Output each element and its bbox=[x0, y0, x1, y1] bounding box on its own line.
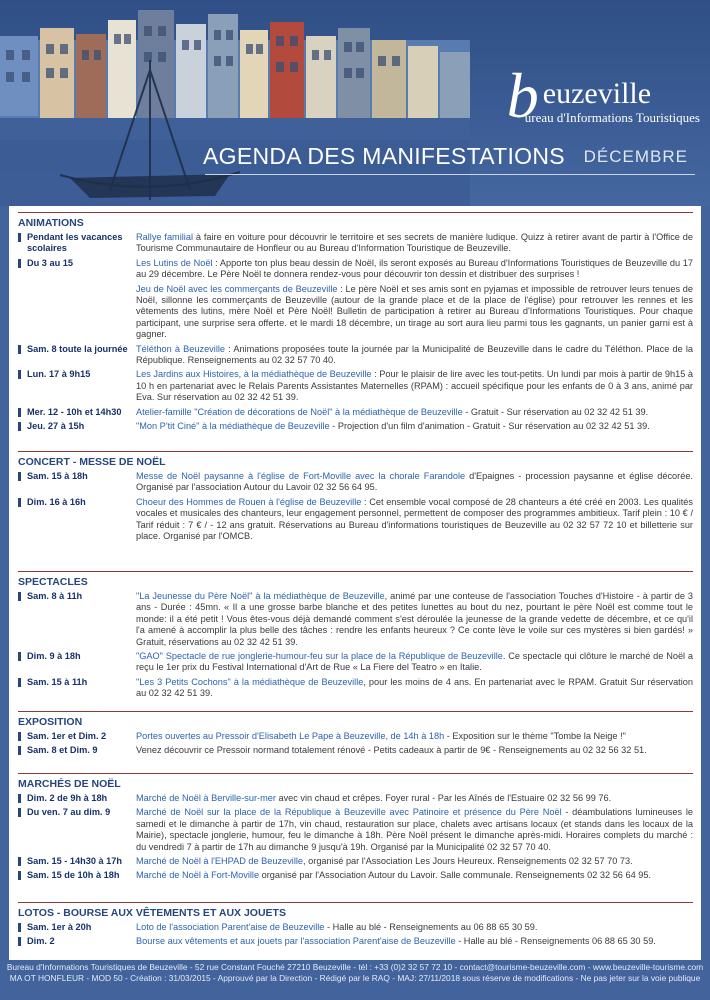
event-date-text: Sam. 8 et Dim. 9 bbox=[27, 745, 98, 756]
event-title: Marché de Noël à Fort-Moville bbox=[136, 870, 260, 881]
event-row bbox=[18, 731, 693, 742]
logo-name: euzeville bbox=[542, 77, 652, 110]
month-label: DÉCEMBRE bbox=[583, 147, 688, 166]
event-description-block bbox=[136, 731, 693, 742]
event-date bbox=[18, 344, 136, 367]
harbor-houses-illustration bbox=[0, 0, 470, 206]
event-description-block bbox=[136, 421, 693, 432]
event-description: organisé par l'Association Autour du Lavoir. Salle communale. Renseignements 02 32 56 64 95. bbox=[259, 870, 652, 881]
event-row bbox=[18, 284, 693, 341]
footer-meta: MA OT HONFLEUR - MOD 50 - Création : 31/03/2015 - Approuvé par la Direction - Rédigé par le RAQ - MAJ: 27/11/2018 sous réserve de modifications - Ne pas jeter sur la voie publique bbox=[9, 973, 701, 983]
date-marker bbox=[18, 794, 21, 803]
event-row bbox=[18, 232, 693, 255]
event-description: - Exposition sur le thème "Tombe la Neige !" bbox=[444, 731, 626, 741]
logo-subtitle: ureau d'Informations Touristiques bbox=[524, 110, 700, 125]
event-date bbox=[18, 591, 136, 648]
event-date bbox=[18, 232, 136, 255]
event-date bbox=[18, 745, 136, 756]
event-description: , animé par une conteuse de l'association Touches d'Histoire - à partir de 3 ans - Durée : 45mn. « Il a une grosse barbe blanche et des petites lunettes au bout du nez, pourtant le père Noël est comme tout le monde: il a été petit ! Vous êtes-vous déjà demandé comment s'est déroulée la jeunesse de la grande vedette de décembre, et ce qu'il l'a amené à accomplir la plus belle des tâches : rendre les enfants heureux ? Ce conte lève le voile sur ces mystères si bien gardés! » Gratuit, réservations au 02 32 42 51 39. bbox=[136, 591, 693, 647]
date-marker bbox=[18, 345, 21, 354]
date-marker bbox=[18, 923, 21, 932]
section-rule bbox=[18, 212, 693, 213]
logo bbox=[506, 60, 700, 131]
event-description-block bbox=[136, 793, 693, 804]
section-rule bbox=[18, 902, 693, 903]
event-date-text: Sam. 1er à 20h bbox=[27, 922, 92, 932]
event-description-block bbox=[136, 344, 693, 367]
event-description: . Ce spectacle qui clôture le marché de Noël a reçu le 1er prix du Festival International d'Art de Rue « La Fiere del Teatro » en Italie. bbox=[136, 651, 693, 673]
event-title: Téléthon à Beuzeville bbox=[136, 343, 226, 354]
event-description: : Le père Noël et ses amis sont en pyjamas et impossible de retrouver leurs tenues de Noël, sillonne les commerçants de Beuzeville (autour de la grande place et de la place de l'église) pour retrouver les rennes et les vêtements des lutins, mère Noël et Père Noël! Bulletin de participation à retirer au Bureau d'Informations Touristiques. Pour chaque participant, une surprise sera offerte. et le mardi 18 décembre, un tirage au sort aura lieu parmi tous les gagnants, un panier garni est à gagner. bbox=[136, 283, 693, 340]
event-description: - Halle au blé - Renseignements au 06 88 65 30 59. bbox=[324, 922, 538, 932]
section-title: ANIMATIONS bbox=[18, 217, 84, 229]
section-rule bbox=[18, 571, 693, 572]
event-date bbox=[18, 369, 136, 403]
event-date bbox=[18, 421, 136, 432]
event-title: Marché de Noël sur la place de la République à Beuzeville avec Patinoire et présence du Père Noël bbox=[136, 807, 562, 818]
date-marker bbox=[18, 408, 21, 417]
event-date-text: Sam. 8 à 11h bbox=[27, 591, 83, 601]
date-marker bbox=[18, 652, 21, 661]
event-date-text: Pendant les vacances scolaires bbox=[27, 232, 123, 254]
event-title: "La Jeunesse du Père Noël" à la médiathèque de Beuzeville bbox=[136, 591, 385, 601]
date-marker bbox=[18, 746, 21, 755]
event-date-text: Dim. 9 à 18h bbox=[27, 651, 81, 662]
footer bbox=[0, 962, 710, 984]
section-title: SPECTACLES bbox=[18, 576, 88, 588]
event-description: avec vin chaud et crêpes. Foyer rural - Par les Aînés de l'Estuaire 02 32 56 99 76. bbox=[275, 793, 612, 803]
event-description-block bbox=[136, 651, 693, 674]
date-marker bbox=[18, 937, 21, 946]
logo-letter: b bbox=[506, 60, 539, 131]
event-title: Bourse aux vêtements et aux jouets par l'association Parent'aise de Beuzeville bbox=[136, 936, 456, 947]
event-description: : Cet ensemble vocal composé de 28 chanteurs a été créé en 2003. Les qualités vocales et musicales des chanteurs, leur engagement personnel, permettent de composer des programmes ambitieux. Tarif plein : 10 € / Tarif réduit : 7 € / - 12 ans gratuit. Réservations au Bureau d'informations touristiques de Beuzeville au 02 32 57 72 10 et billetterie sur place. Organisé par l'OMCB. bbox=[136, 496, 693, 542]
section-rule bbox=[18, 451, 693, 452]
event-date bbox=[18, 731, 136, 742]
event-date bbox=[18, 793, 136, 804]
section-animations bbox=[18, 212, 693, 436]
date-marker bbox=[18, 259, 21, 268]
event-description-block bbox=[136, 407, 693, 418]
event-title: "GAO" Spectacle de rue jonglerie-humour-feu sur la place de la République de Beuzeville bbox=[136, 651, 503, 662]
event-date bbox=[18, 497, 136, 543]
event-description: à faire en voiture pour découvrir le territoire et ses secrets de manière ludique. Quizz à retirer avant de partir à l'Office de Tourisme Communautaire de Honfleur ou au Bureau d'Information Touristique de Beuzeville. bbox=[136, 232, 693, 254]
event-date bbox=[18, 922, 136, 933]
event-date-text: Sam. 15 de 10h à 18h bbox=[27, 870, 120, 881]
event-row bbox=[18, 497, 693, 543]
date-marker bbox=[18, 233, 21, 242]
section-title: MARCHÉS DE NOËL bbox=[18, 778, 121, 790]
section-lotos bbox=[18, 902, 693, 951]
event-date-text: Dim. 2 bbox=[27, 936, 55, 947]
event-title: Marché de Noël à l'EHPAD de Beuzeville bbox=[136, 856, 304, 867]
event-description-block bbox=[136, 471, 693, 494]
event-title: Jeu de Noël avec les commerçants de Beuzeville bbox=[136, 283, 338, 294]
event-row bbox=[18, 745, 693, 756]
event-row bbox=[18, 807, 693, 853]
event-row bbox=[18, 407, 693, 418]
event-date-text: Sam. 15 à 11h bbox=[27, 676, 88, 687]
event-description-block bbox=[136, 936, 693, 947]
event-row bbox=[18, 591, 693, 648]
event-row bbox=[18, 471, 693, 494]
event-date-text: Sam. 8 toute la journée bbox=[27, 343, 128, 354]
event-date-text: Sam. 1er et Dim. 2 bbox=[27, 731, 107, 741]
event-description-block bbox=[136, 677, 693, 700]
event-title: Atelier-famille "Création de décorations de Noël" à la médiathèque de Beuzeville bbox=[136, 406, 463, 417]
section-marches bbox=[18, 773, 693, 885]
footer-contact: Bureau d'Informations Touristiques de Beuzeville - 52 rue Constant Fouché 27210 Beuzeville - tél : +33 (0)2 32 57 72 10 - contact@tourisme-beuzeville.com - www.beuzeville-tourisme.com bbox=[6, 962, 704, 972]
event-date bbox=[18, 870, 136, 881]
event-description-block bbox=[136, 807, 693, 853]
event-date bbox=[18, 936, 136, 947]
event-title: Messe de Noël paysanne à l'église de Fort-Moville avec la chorale Farandole bbox=[136, 471, 466, 481]
event-row bbox=[18, 870, 693, 881]
date-marker bbox=[18, 857, 21, 866]
section-rule bbox=[18, 711, 693, 712]
date-marker bbox=[18, 472, 21, 481]
event-date bbox=[18, 258, 136, 281]
event-description: , pour les moins de 4 ans. En partenariat avec le RPAM. Gratuit Sur réservation au 02 32 42 51 39. bbox=[136, 676, 693, 699]
date-marker bbox=[18, 678, 21, 687]
event-description: : Apporte ton plus beau dessin de Noël, ils seront exposés au Bureau d'Informations Touristiques de Beuzeville du 17 au 29 décembre. Le Père Noël te donnera rendez-vous pour découvrir ton dessin et distribuer des surprises ! bbox=[136, 257, 693, 280]
event-date bbox=[18, 284, 136, 341]
event-description-block bbox=[136, 856, 693, 867]
date-marker bbox=[18, 808, 21, 817]
event-row bbox=[18, 369, 693, 403]
event-description-block bbox=[136, 369, 693, 403]
section-rule bbox=[18, 773, 693, 774]
event-description-block bbox=[136, 284, 693, 341]
event-date bbox=[18, 677, 136, 700]
section-title: LOTOS - BOURSE AUX VÊTEMENTS ET AUX JOUETS bbox=[18, 907, 286, 919]
date-marker bbox=[18, 498, 21, 507]
date-marker bbox=[18, 592, 21, 601]
event-title: Les Lutins de Noël bbox=[136, 257, 213, 268]
section-concert bbox=[18, 451, 693, 545]
event-date-text: Mer. 12 - 10h et 14h30 bbox=[27, 406, 122, 417]
event-date-text: Du 3 au 15 bbox=[27, 257, 73, 268]
event-description-block bbox=[136, 745, 693, 756]
event-description: - Projection d'un film d'animation - Gratuit - Sur réservation au 02 32 42 51 39. bbox=[329, 421, 650, 432]
event-title: Les Jardins aux Histoires, à la médiathèque de Beuzeville bbox=[136, 369, 372, 380]
event-date-text: Sam. 15 - 14h30 à 17h bbox=[27, 856, 122, 867]
event-date bbox=[18, 807, 136, 853]
date-marker bbox=[18, 732, 21, 741]
date-marker bbox=[18, 370, 21, 379]
date-marker bbox=[18, 871, 21, 880]
event-description: - déambulations lumineuses le samedi et le dimanche à partir de 17h, vin chaud, restauration sur place, chalets avec artisans locaux (et stands dans les locaux de la Mairie), spectacle jonglerie, humour, feu le dimanche à 18h. Père Noël présent le dimanche après-midi. Horaires complets du marché : du vendredi 7 à partir de 17h au dimanche 9 jusqu'à 19h. Organisé par la Municipalité 02 32 57 70 40. bbox=[136, 807, 693, 852]
event-title: Loto de l'association Parent'aise de Beuzeville bbox=[136, 922, 325, 932]
event-description: d'Epaignes - procession paysanne et église décorée. Organisé par l'association Autour du Lavoir 02 32 56 64 95. bbox=[136, 471, 693, 493]
event-description-block bbox=[136, 258, 693, 281]
event-date-text: Lun. 17 à 9h15 bbox=[27, 369, 91, 380]
event-description-block bbox=[136, 922, 693, 933]
event-description: , organisé par l'Association Les Jours Heureux. Renseignements 02 32 57 70 73. bbox=[303, 856, 633, 867]
event-row bbox=[18, 856, 693, 867]
section-exposition bbox=[18, 711, 693, 760]
event-title: Portes ouvertes au Pressoir d'Elisabeth Le Pape à Beuzeville, de 14h à 18h bbox=[136, 731, 445, 741]
event-date bbox=[18, 407, 136, 418]
agenda-content bbox=[9, 206, 701, 960]
event-title: Rallye familial bbox=[136, 232, 193, 242]
event-description-block bbox=[136, 591, 693, 648]
event-date bbox=[18, 651, 136, 674]
event-date-text: Dim. 16 à 16h bbox=[27, 496, 86, 507]
event-date-text: Jeu. 27 à 15h bbox=[27, 421, 85, 432]
event-description-block bbox=[136, 232, 693, 255]
event-date bbox=[18, 471, 136, 494]
event-title: Marché de Noël à Berville-sur-mer bbox=[136, 793, 276, 803]
event-row bbox=[18, 922, 693, 933]
event-row bbox=[18, 258, 693, 281]
page-title: AGENDA DES MANIFESTATIONS bbox=[203, 143, 565, 169]
event-description: : Pour le plaisir de lire avec les tout-petits. Un lundi par mois à partir de 9h15 à 10 h en partenariat avec le Relais Parents Assistantes Maternelles (RPAM) : accueil spécifique pour les enfants de 0 à 3 ans, animé par Eva. Sur réservation au 02 32 42 51 39. bbox=[136, 369, 693, 403]
event-description: - Gratuit - Sur réservation au 02 32 42 51 39. bbox=[462, 406, 649, 417]
event-description-block bbox=[136, 497, 693, 543]
event-title: "Mon P'tit Ciné" à la médiathèque de Beuzeville bbox=[136, 421, 330, 432]
event-date-text: Sam. 15 à 18h bbox=[27, 471, 88, 481]
title-underline bbox=[205, 174, 695, 175]
event-row bbox=[18, 677, 693, 700]
event-row bbox=[18, 651, 693, 674]
event-row bbox=[18, 793, 693, 804]
event-title: Choeur des Hommes de Rouen à l'église de Beuzeville bbox=[136, 496, 362, 507]
section-title: EXPOSITION bbox=[18, 716, 83, 728]
event-date-text: Dim. 2 de 9h à 18h bbox=[27, 793, 108, 803]
event-description-block bbox=[136, 870, 693, 881]
header bbox=[0, 0, 710, 206]
event-title: "Les 3 Petits Cochons" à la médiathèque de Beuzeville bbox=[136, 676, 364, 687]
section-spectacles bbox=[18, 571, 693, 703]
date-marker bbox=[18, 422, 21, 431]
event-row bbox=[18, 344, 693, 367]
event-description: : Animations proposées toute la journée par la Municipalité de Beuzeville dans le cadre du Téléthon. Place de la République. Renseignements au 02 32 57 70 40. bbox=[136, 343, 693, 366]
event-date bbox=[18, 856, 136, 867]
event-date-text: Du ven. 7 au dim. 9 bbox=[27, 807, 111, 818]
section-title: CONCERT - MESSE DE NOËL bbox=[18, 456, 166, 468]
event-description: - Halle au blé - Renseignements 06 88 65 30 59. bbox=[455, 936, 656, 947]
event-row bbox=[18, 421, 693, 432]
event-row bbox=[18, 936, 693, 947]
event-description: Venez découvrir ce Pressoir normand totalement rénové - Petits cadeaux à partir de 9€ - Renseignements au 02 32 56 32 51. bbox=[136, 745, 647, 756]
